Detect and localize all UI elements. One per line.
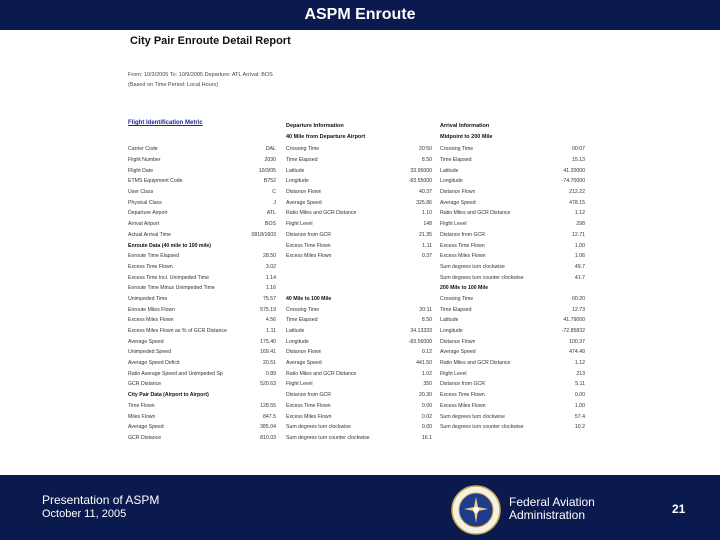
row-label: Arrival Airport <box>128 221 160 228</box>
row-value: 175.40 <box>260 338 276 345</box>
flight-identification-column <box>128 144 276 443</box>
row-value: 1.00 <box>574 402 585 409</box>
report-row <box>440 401 585 412</box>
row-value: BOS <box>265 221 276 228</box>
row-label: Distance Flown <box>440 189 476 196</box>
row-value: 1.12 <box>574 210 585 217</box>
row-label: Flight Date <box>128 167 154 174</box>
report-row <box>440 144 585 155</box>
report-row <box>128 368 276 379</box>
row-label: Actual Arrival Time <box>128 231 171 238</box>
row-label: 200 Mile to 100 Mile <box>440 285 489 292</box>
row-value: 810.03 <box>260 434 276 441</box>
row-value: 40.37 <box>419 189 432 196</box>
report-row <box>286 165 432 176</box>
row-label: Distance from GCR <box>440 381 485 388</box>
row-label: Longitude <box>440 178 463 185</box>
report-row <box>286 272 432 283</box>
row-value: 5.11 <box>575 381 585 388</box>
row-value: 100.37 <box>569 338 585 345</box>
row-label: Latitude <box>440 317 459 324</box>
row-label: Excess Miles Flown <box>286 253 332 260</box>
report-row <box>128 294 276 305</box>
row-value: 520.63 <box>260 381 276 388</box>
row-value: 12.71 <box>572 231 585 238</box>
row-value: 128.55 <box>260 402 276 409</box>
row-value: 213 <box>576 370 585 377</box>
agency-line-1: Federal Aviation <box>509 495 595 509</box>
row-value: 34.13333 <box>410 328 432 335</box>
report-row <box>128 411 276 422</box>
arrival-subheader: Midpoint to 200 Mile <box>440 134 493 140</box>
report-row <box>440 176 585 187</box>
report-row <box>286 401 432 412</box>
row-value: 0.00 <box>574 392 585 399</box>
row-label: ETMS Equipment Code <box>128 178 183 185</box>
row-label: Average Speed <box>440 349 476 356</box>
presentation-title: Presentation of ASPM <box>42 493 160 507</box>
row-value: B752 <box>263 178 276 185</box>
report-row <box>286 315 432 326</box>
row-value: 0.00 <box>421 402 432 409</box>
report-row <box>440 262 585 273</box>
row-value: 2030 <box>264 157 276 164</box>
row-label: Carrier Code <box>128 146 158 153</box>
row-value: C <box>272 189 276 196</box>
row-value: 33.95000 <box>410 167 432 174</box>
report-meta-line1: From: 10/3/2005 To: 10/9/2005 Departure: ATL Arrival: BOS <box>128 72 273 78</box>
row-label: Time Elapsed <box>286 157 318 164</box>
row-label: Crossing Time <box>440 146 474 153</box>
row-label: Excess Miles Flown <box>128 317 174 324</box>
row-label: Crossing Time <box>286 146 320 153</box>
row-value: 1.12 <box>574 360 585 367</box>
row-label: Average Speed Deficit <box>128 360 180 367</box>
row-label: Excess Time Incl. Unimpeded Time <box>128 274 210 281</box>
row-label: Excess Time Flown <box>286 402 331 409</box>
report-row <box>440 422 585 433</box>
row-value: -83.56000 <box>408 338 432 345</box>
row-label: Longitude <box>286 338 309 345</box>
row-value: 00:20 <box>572 295 585 302</box>
row-value: -72.85832 <box>561 328 585 335</box>
row-value: 10/3/05 <box>258 167 276 174</box>
row-label: Excess Miles Flown <box>440 402 486 409</box>
slide-title: ASPM Enroute <box>304 6 416 23</box>
row-label: Latitude <box>286 328 305 335</box>
row-label: Departure Airport <box>128 210 168 217</box>
report-row <box>128 347 276 358</box>
report-row <box>128 272 276 283</box>
row-value: 0.12 <box>421 349 432 356</box>
row-value: 350 <box>423 381 432 388</box>
report-row <box>440 411 585 422</box>
row-value: 1.14 <box>265 274 276 281</box>
report-row <box>128 379 276 390</box>
report-row <box>128 433 276 444</box>
row-label: 40 Mile to 100 Mile <box>286 295 332 302</box>
report-row <box>286 336 432 347</box>
row-value: 1.02 <box>421 370 432 377</box>
report-row <box>286 208 432 219</box>
report-row <box>440 240 585 251</box>
report-row <box>128 165 276 176</box>
report-row <box>286 379 432 390</box>
row-value: 1.16 <box>265 285 276 292</box>
report-row <box>128 401 276 412</box>
row-label: Enroute Time Elapsed <box>128 253 180 260</box>
row-label: Sum degrees turn clockwise <box>440 413 505 420</box>
report-row <box>286 422 432 433</box>
report-row <box>286 176 432 187</box>
report-row <box>440 187 585 198</box>
row-value: 16.1 <box>421 434 432 441</box>
row-label: Distance from GCR <box>440 231 485 238</box>
row-value: 1.11 <box>266 328 276 335</box>
arrival-header: Arrival Information <box>440 123 490 129</box>
row-label: Distance Flown <box>286 189 322 196</box>
report-row <box>286 390 432 401</box>
report-row <box>440 294 585 305</box>
report-row <box>128 358 276 369</box>
row-label: Flight Level <box>286 221 313 228</box>
row-value: 0.89 <box>265 370 276 377</box>
row-label: Physical Class <box>128 199 162 206</box>
row-value: 10.2 <box>574 424 585 431</box>
departure-subheader: 40 Mile from Departure Airport <box>286 134 366 140</box>
row-value: 4.56 <box>265 317 276 324</box>
report-row <box>440 197 585 208</box>
report-row <box>286 251 432 262</box>
row-label: Distance Flown <box>286 349 322 356</box>
row-value: 20:11 <box>419 306 432 313</box>
row-value: 847.5 <box>263 413 276 420</box>
row-label: Average Speed <box>286 199 322 206</box>
row-label: Distance from GCR <box>286 392 331 399</box>
report-row <box>440 230 585 241</box>
report-row <box>128 262 276 273</box>
row-value: 0.02 <box>421 413 432 420</box>
slide-footer <box>0 475 720 540</box>
row-value: 1.00 <box>574 242 585 249</box>
row-value: 1.11 <box>422 242 432 249</box>
report-row <box>286 219 432 230</box>
report-row <box>286 294 432 305</box>
report-row <box>128 155 276 166</box>
row-value: 1.06 <box>574 253 585 260</box>
report-row <box>440 155 585 166</box>
row-label: Excess Miles Flown <box>440 253 486 260</box>
row-value: 441.50 <box>416 360 432 367</box>
report-row <box>440 379 585 390</box>
row-value: 148 <box>423 221 432 228</box>
row-value: 20.30 <box>419 392 432 399</box>
row-label: Excess Time Flown <box>440 392 485 399</box>
flight-id-header[interactable]: Flight Identification Metric <box>128 120 203 126</box>
row-label: Excess Miles Flown as % of GCR Distance <box>128 328 227 335</box>
report-row <box>286 240 432 251</box>
report-row <box>440 326 585 337</box>
row-label: Time Elapsed <box>286 317 318 324</box>
row-label: Average Speed <box>286 360 322 367</box>
row-value: 41.79000 <box>563 317 585 324</box>
page-number: 21 <box>672 502 686 516</box>
row-value: 0.00 <box>421 424 432 431</box>
row-label: City Pair Data (Airport to Airport) <box>128 392 209 399</box>
faa-seal-icon <box>451 485 501 535</box>
row-value: 385.04 <box>260 424 276 431</box>
report-row <box>286 144 432 155</box>
report-row <box>128 390 276 401</box>
row-label: Distance Flown <box>440 338 476 345</box>
row-label: Unimpeded Time <box>128 295 168 302</box>
report-row <box>440 251 585 262</box>
row-value: 00:07 <box>572 146 585 153</box>
row-label: Distance from GCR <box>286 231 331 238</box>
row-value: DAL <box>265 146 276 153</box>
row-label: Ratio Miles and GCR Distance <box>440 360 511 367</box>
report-row <box>440 358 585 369</box>
row-label: Excess Time Flown <box>440 242 485 249</box>
report-row <box>440 283 585 294</box>
arrival-column <box>440 144 585 433</box>
presentation-date: October 11, 2005 <box>42 508 127 520</box>
row-label: Time Elapsed <box>440 306 472 313</box>
report-meta-line2: (Based on Time Period: Local Hours) <box>128 82 219 88</box>
report-row <box>440 390 585 401</box>
row-label: Ratio Average Speed and Unimpeded Sp <box>128 370 223 377</box>
row-label: Ratio Miles and GCR Distance <box>440 210 511 217</box>
row-value: -74.70000 <box>561 178 585 185</box>
row-label: Average Speed <box>128 338 164 345</box>
row-value: 575.19 <box>260 306 276 313</box>
report-row <box>440 347 585 358</box>
agency-name <box>509 496 595 522</box>
report-row <box>128 283 276 294</box>
row-label: Excess Miles Flown <box>286 413 332 420</box>
row-label: Sum degrees turn counter clockwise <box>440 424 524 431</box>
row-value: 12.73 <box>572 306 585 313</box>
row-value: 0.37 <box>421 253 432 260</box>
row-value: 20.51 <box>263 360 276 367</box>
row-value: 212.22 <box>569 189 585 196</box>
row-label: Latitude <box>440 167 459 174</box>
report-row <box>128 144 276 155</box>
report-row <box>128 336 276 347</box>
row-value: 20:50 <box>419 146 432 153</box>
row-label: Latitude <box>286 167 305 174</box>
row-label: Longitude <box>440 328 463 335</box>
row-label: Longitude <box>286 178 309 185</box>
row-value: 0818/1603 <box>251 231 276 238</box>
row-label: Enroute Time Minus Unimpeded Time <box>128 285 215 292</box>
row-label: Sum degrees turn counter clockwise <box>286 434 370 441</box>
row-value: 41.20000 <box>563 167 585 174</box>
report-row <box>286 230 432 241</box>
row-label: Miles Flown <box>128 413 156 420</box>
report-row <box>128 422 276 433</box>
report-row <box>286 283 432 294</box>
report-row <box>440 315 585 326</box>
report-row <box>128 176 276 187</box>
row-label: Ratio Miles and GCR Distance <box>286 210 357 217</box>
row-value: 15.13 <box>572 157 585 164</box>
report-row <box>128 208 276 219</box>
row-value: -83.55000 <box>408 178 432 185</box>
row-label: Average Speed <box>440 199 476 206</box>
report-row <box>286 326 432 337</box>
row-value: 325.86 <box>416 199 432 206</box>
report-row <box>286 304 432 315</box>
report-row <box>286 358 432 369</box>
report-row <box>128 197 276 208</box>
row-value: 8.50 <box>421 157 432 164</box>
report-row <box>440 336 585 347</box>
report-row <box>286 187 432 198</box>
report-row <box>440 165 585 176</box>
report-row <box>286 155 432 166</box>
report-row <box>128 326 276 337</box>
row-value: 49.7 <box>574 263 585 270</box>
report-row <box>286 433 432 444</box>
row-label: Sum degrees turn counter clockwise <box>440 274 524 281</box>
row-value: 41.7 <box>574 274 585 281</box>
row-label: Average Speed <box>128 424 164 431</box>
row-value: 75.57 <box>263 295 276 302</box>
row-label: GCR Distance <box>128 434 162 441</box>
report-row <box>128 240 276 251</box>
row-value: 474.49 <box>569 349 585 356</box>
report-row <box>128 315 276 326</box>
report-row <box>440 368 585 379</box>
row-label: Time Flown <box>128 402 155 409</box>
row-value: 298 <box>576 221 585 228</box>
row-label: Flight Level <box>440 221 467 228</box>
row-label: Sum degrees turn clockwise <box>286 424 351 431</box>
row-value: 57.4 <box>574 413 585 420</box>
row-value: 169.41 <box>260 349 276 356</box>
slide-title-bar <box>0 0 720 30</box>
report-row <box>286 368 432 379</box>
row-label: Enroute Data (40 mile to 100 mile) <box>128 242 212 249</box>
report-row <box>128 251 276 262</box>
report-row <box>440 272 585 283</box>
report-row <box>286 411 432 422</box>
report-row <box>440 208 585 219</box>
row-label: Excess Time Flown <box>128 263 173 270</box>
row-label: GCR Distance <box>128 381 162 388</box>
report-row <box>286 197 432 208</box>
row-label: Ratio Miles and GCR Distance <box>286 370 357 377</box>
report-row <box>128 304 276 315</box>
report-screenshot <box>110 30 640 475</box>
row-value: 8.50 <box>421 317 432 324</box>
row-label: Crossing Time <box>286 306 320 313</box>
row-label: Excess Time Flown <box>286 242 331 249</box>
report-title: City Pair Enroute Detail Report <box>130 35 291 47</box>
report-row <box>128 230 276 241</box>
row-value: 28.50 <box>263 253 276 260</box>
row-label: Sum degrees turn clockwise <box>440 263 505 270</box>
row-label: Time Elapsed <box>440 157 472 164</box>
report-row <box>286 347 432 358</box>
row-value: ATL <box>266 210 276 217</box>
report-row <box>440 219 585 230</box>
row-value: 1.10 <box>421 210 432 217</box>
report-row <box>286 262 432 273</box>
departure-column <box>286 144 432 443</box>
row-value: 3.02 <box>265 263 276 270</box>
report-row <box>128 219 276 230</box>
departure-header: Departure Information <box>286 123 344 129</box>
row-value: J <box>273 199 276 206</box>
row-label: Enroute Miles Flown <box>128 306 175 313</box>
row-label: Flight Level <box>440 370 467 377</box>
row-label: Unimpeded Speed <box>128 349 171 356</box>
row-value: 478.15 <box>569 199 585 206</box>
report-row <box>128 187 276 198</box>
row-label: Flight Level <box>286 381 313 388</box>
report-row <box>440 304 585 315</box>
row-label: Crossing Time <box>440 295 474 302</box>
row-value: 21.35 <box>419 231 432 238</box>
row-label: Flight Number <box>128 157 161 164</box>
agency-line-2: Administration <box>509 508 586 522</box>
row-label: User Class <box>128 189 154 196</box>
